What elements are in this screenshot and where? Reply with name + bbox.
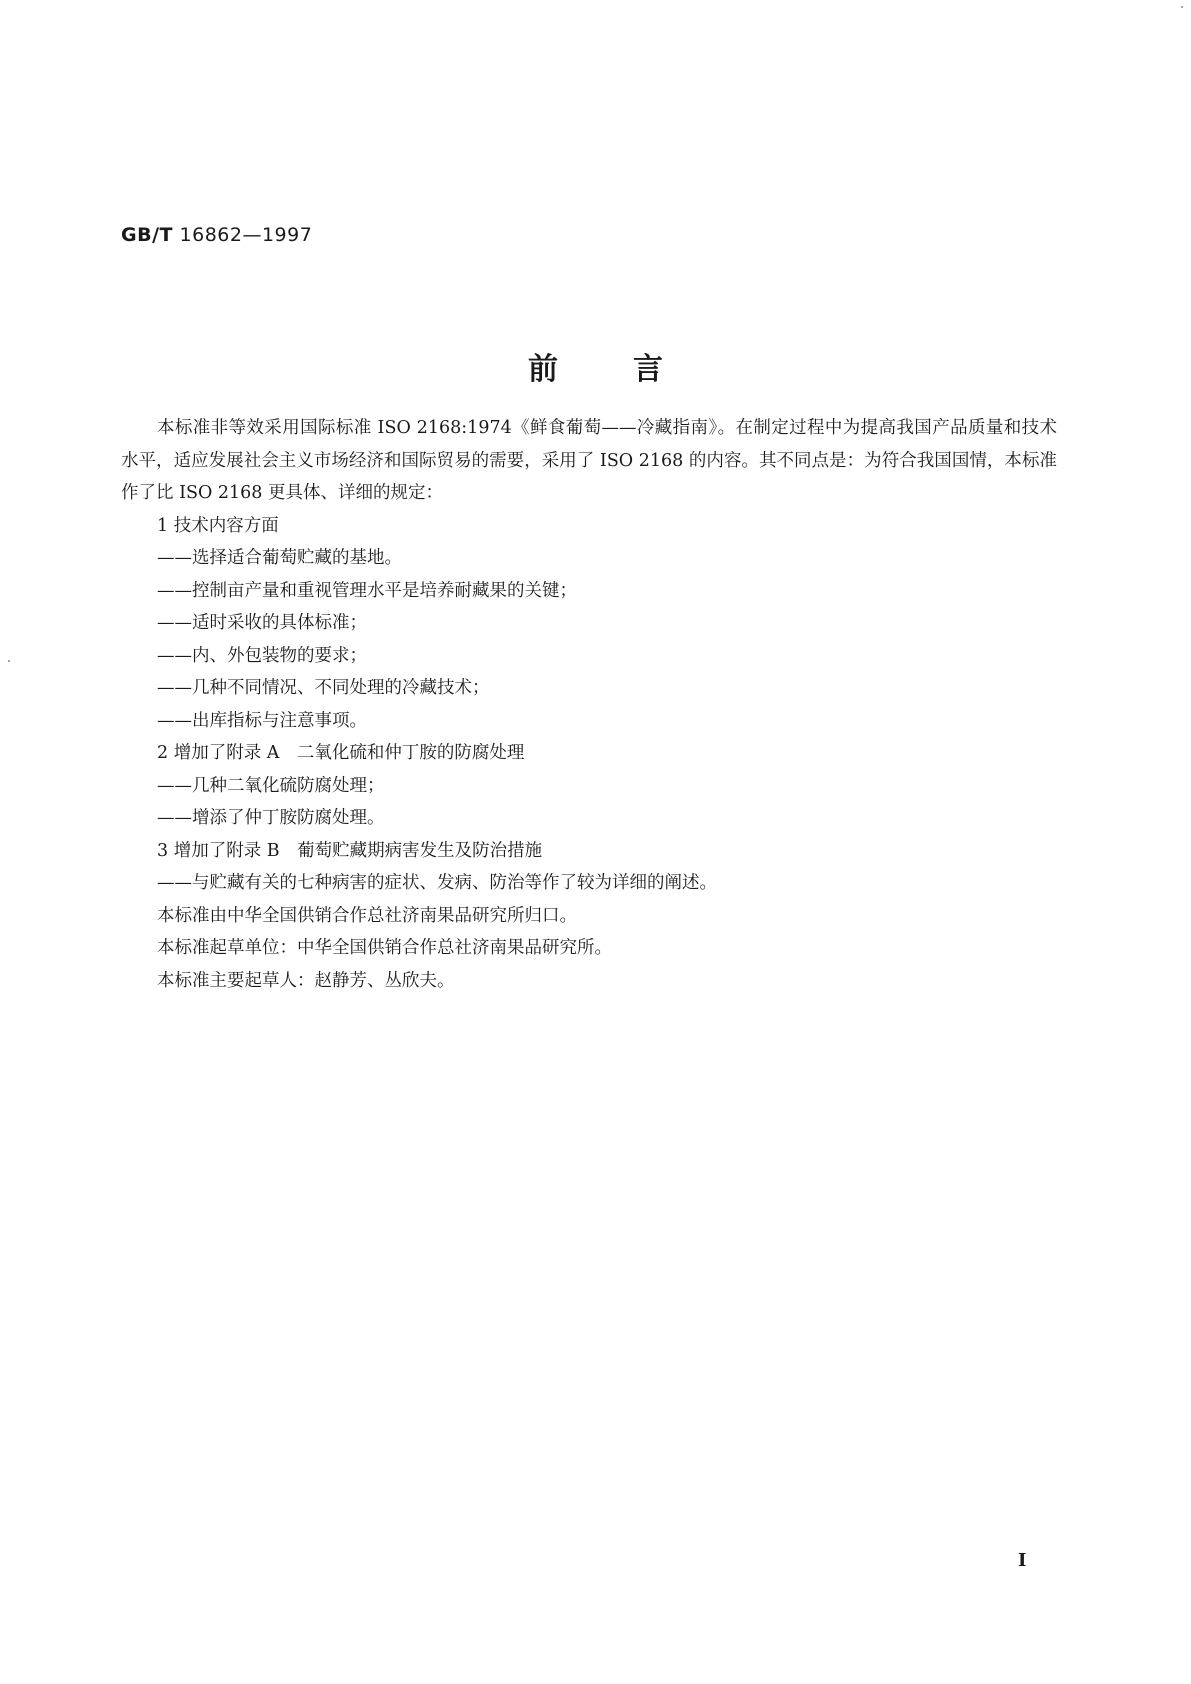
list-item: ——适时采收的具体标准； <box>157 613 367 633</box>
list-item: ——出库指标与注意事项。 <box>157 710 367 731</box>
list-item: ——控制亩产量和重视管理水平是培养耐藏果的关键； <box>157 580 577 601</box>
statement-line: 本标准起草单位：中华全国供销合作总社济南果品研究所。 <box>157 938 612 958</box>
page-number: Ⅰ <box>1018 1550 1027 1571</box>
statement-line: 本标准由中华全国供销合作总社济南果品研究所归口。 <box>157 905 577 926</box>
section-heading-1: 1 技术内容方面 <box>157 515 279 536</box>
list-item: ——选择适合葡萄贮藏的基地。 <box>157 548 402 568</box>
standard-prefix: GB/T <box>121 224 173 246</box>
standard-number: 16862—1997 <box>179 224 313 246</box>
section-heading-2: 2 增加了附录 A 二氧化硫和仲丁胺的防腐处理 <box>157 743 525 763</box>
intro-paragraph: 本标准非等效采用国际标准 ISO 2168:1974《鲜食葡萄——冷藏指南》。在制定过程中为提高我国产品质量和技术水平，适应发展社会主义市场经济和国际贸易的需要，采用了 ISO 2168 的内容。其不同点是：为符合我国国情，本标准作了比 ISO 2168 更具体、详细的规定： <box>121 418 1057 503</box>
scan-speck <box>1181 6 1183 8</box>
list-item: ——几种不同情况、不同处理的冷藏技术； <box>157 678 490 698</box>
list-item: ——增添了仲丁胺防腐处理。 <box>157 808 385 828</box>
statement-line: 本标准主要起草人：赵静芳、丛欣夫。 <box>157 970 455 991</box>
section-heading-3: 3 增加了附录 B 葡萄贮藏期病害发生及防治措施 <box>157 840 543 861</box>
list-item: ——与贮藏有关的七种病害的症状、发病、防治等作了较为详细的阐述。 <box>157 873 717 893</box>
list-item: ——内、外包装物的要求； <box>157 645 367 666</box>
document-body <box>121 412 1057 997</box>
scan-speck <box>8 660 10 662</box>
list-item: ——几种二氧化硫防腐处理； <box>157 775 385 796</box>
standard-code <box>121 224 312 246</box>
page-title: 前言 <box>528 352 738 387</box>
